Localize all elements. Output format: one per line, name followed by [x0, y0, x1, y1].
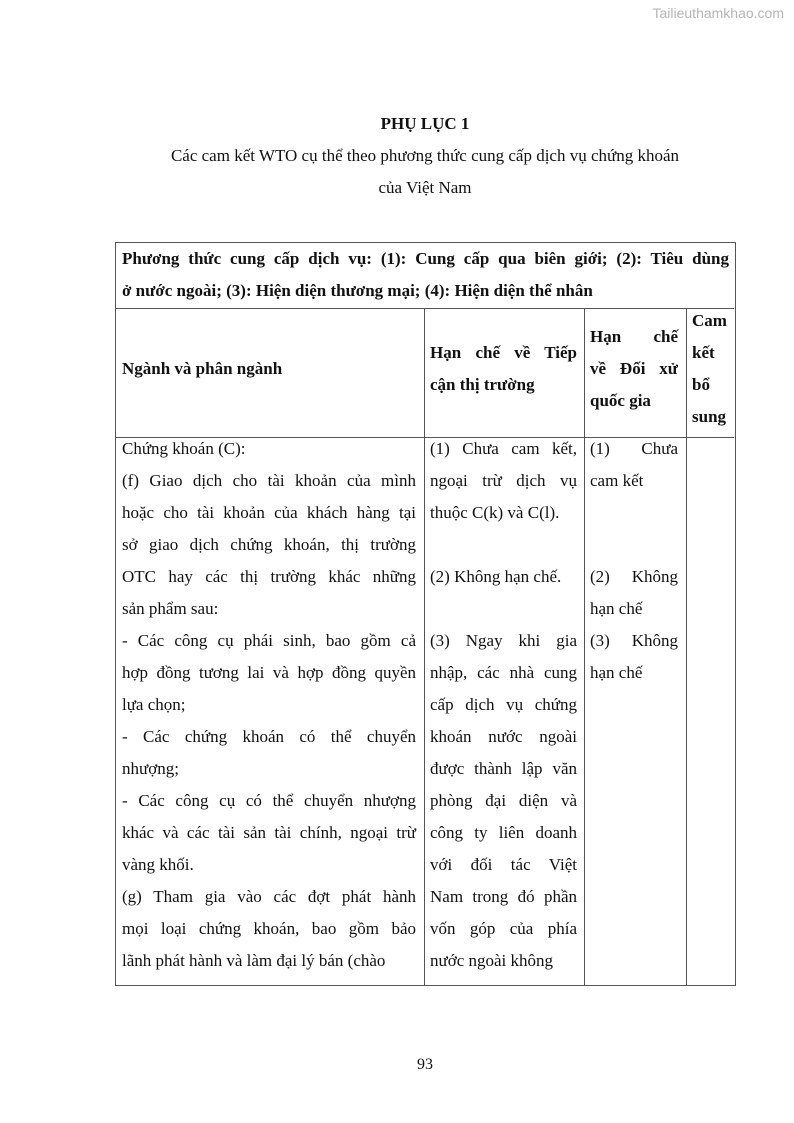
text-line: ngoại trừ dịch vụ [430, 471, 577, 490]
text-line: với đối tác Việt [430, 855, 577, 874]
text-line: - Các công cụ phái sinh, bao gồm cả [122, 631, 416, 650]
text-line: OTC hay các thị trường khác những [122, 567, 416, 586]
text-line: phòng đại diện và [430, 791, 577, 810]
text-line: Hạn chế về Tiếp [430, 343, 577, 362]
text-line: hoặc cho tài khoản của khách hàng tại [122, 503, 416, 522]
text-line [590, 529, 678, 561]
text-line: (g) Tham gia vào các đợt phát hành [122, 887, 416, 906]
text-line: công ty liên doanh [430, 823, 577, 842]
col-divider [584, 309, 585, 985]
commitments-table [115, 242, 736, 986]
text-line: Ngành và phân ngành [122, 359, 283, 378]
mode-header-cell [122, 243, 729, 307]
text-line: nước ngoài không [430, 951, 554, 970]
text-line: Nam trong đó phần [430, 887, 577, 906]
text-line [430, 529, 577, 561]
text-line: cam kết [590, 471, 644, 490]
text-line: mọi loại chứng khoán, bao gồm bảo [122, 919, 416, 938]
text-line: về Đối xử [590, 359, 678, 378]
text-line: (2) Không hạn chế. [430, 567, 562, 586]
header-additional-commitments [692, 305, 732, 433]
text-line: (f) Giao dịch cho tài khoản của mình [122, 471, 416, 490]
text-line: sản phẩm sau: [122, 599, 219, 618]
text-line: sở giao dịch chứng khoán, thị trường [122, 535, 416, 554]
text-line: ở nước ngoài; (3): Hiện diện thương mại; (4): Hiện diện thể nhân [122, 281, 593, 300]
text-line: được thành lập văn [430, 759, 577, 778]
text-line [590, 497, 678, 529]
body-sector [122, 433, 416, 977]
text-line: hạn chế [590, 599, 643, 618]
text-line: nhượng; [122, 759, 179, 778]
text-line: khoán nước ngoài [430, 727, 577, 746]
text-line: (3) Ngay khi gia [430, 631, 577, 650]
text-line: (3) Không [590, 631, 678, 650]
text-line: sung [692, 407, 727, 426]
text-line: (1) Chưa cam kết, [430, 439, 577, 458]
text-line: Chứng khoán (C): [122, 439, 246, 458]
text-line: (2) Không [590, 567, 678, 586]
text-line: khác và các tài sản tài chính, ngoại trừ [122, 823, 416, 842]
text-line: hợp đồng tương lai và hợp đồng quyền [122, 663, 416, 682]
text-line: cấp dịch vụ chứng [430, 695, 577, 714]
text-line: Hạn chế [590, 327, 678, 346]
col-divider [686, 309, 687, 985]
text-line: kết [692, 343, 715, 362]
text-line: - Các công cụ có thể chuyển nhượng [122, 791, 416, 810]
text-line: Cam [692, 311, 727, 330]
text-line: lãnh phát hành và làm đại lý bán (chào [122, 951, 386, 970]
text-line: nhập, các nhà cung [430, 663, 577, 682]
text-line [430, 593, 577, 625]
text-line: quốc gia [590, 391, 651, 410]
page-title: PHỤ LỤC 1 [380, 114, 470, 133]
col-divider [424, 309, 425, 985]
text-line: (1) Chưa [590, 439, 678, 458]
body-national-treatment [590, 433, 678, 689]
text-line: vốn góp của phía [430, 919, 577, 938]
text-line: bổ [692, 375, 710, 394]
subtitle-line-1: Các cam kết WTO cụ thể theo phương thức cung cấp dịch vụ chứng khoán [170, 146, 680, 165]
header-sector [122, 353, 418, 385]
text-line: Phương thức cung cấp dịch vụ: (1): Cung cấp qua biên giới; (2): Tiêu dùng [122, 249, 729, 268]
text-line: lựa chọn; [122, 695, 186, 714]
text-line: vàng khối. [122, 855, 194, 874]
header-national-treatment [590, 321, 678, 417]
watermark: Tailieuthamkhao.com [652, 5, 784, 21]
text-line: thuộc C(k) và C(l). [430, 503, 560, 522]
text-line: cận thị trường [430, 375, 535, 394]
text-line: - Các chứng khoán có thể chuyển [122, 727, 416, 746]
header-market-access [430, 337, 577, 401]
body-market-access [430, 433, 577, 977]
page-number: 93 [417, 1056, 433, 1073]
text-line: hạn chế [590, 663, 643, 682]
subtitle-line-2: của Việt Nam [378, 178, 472, 197]
row-divider [116, 308, 734, 309]
